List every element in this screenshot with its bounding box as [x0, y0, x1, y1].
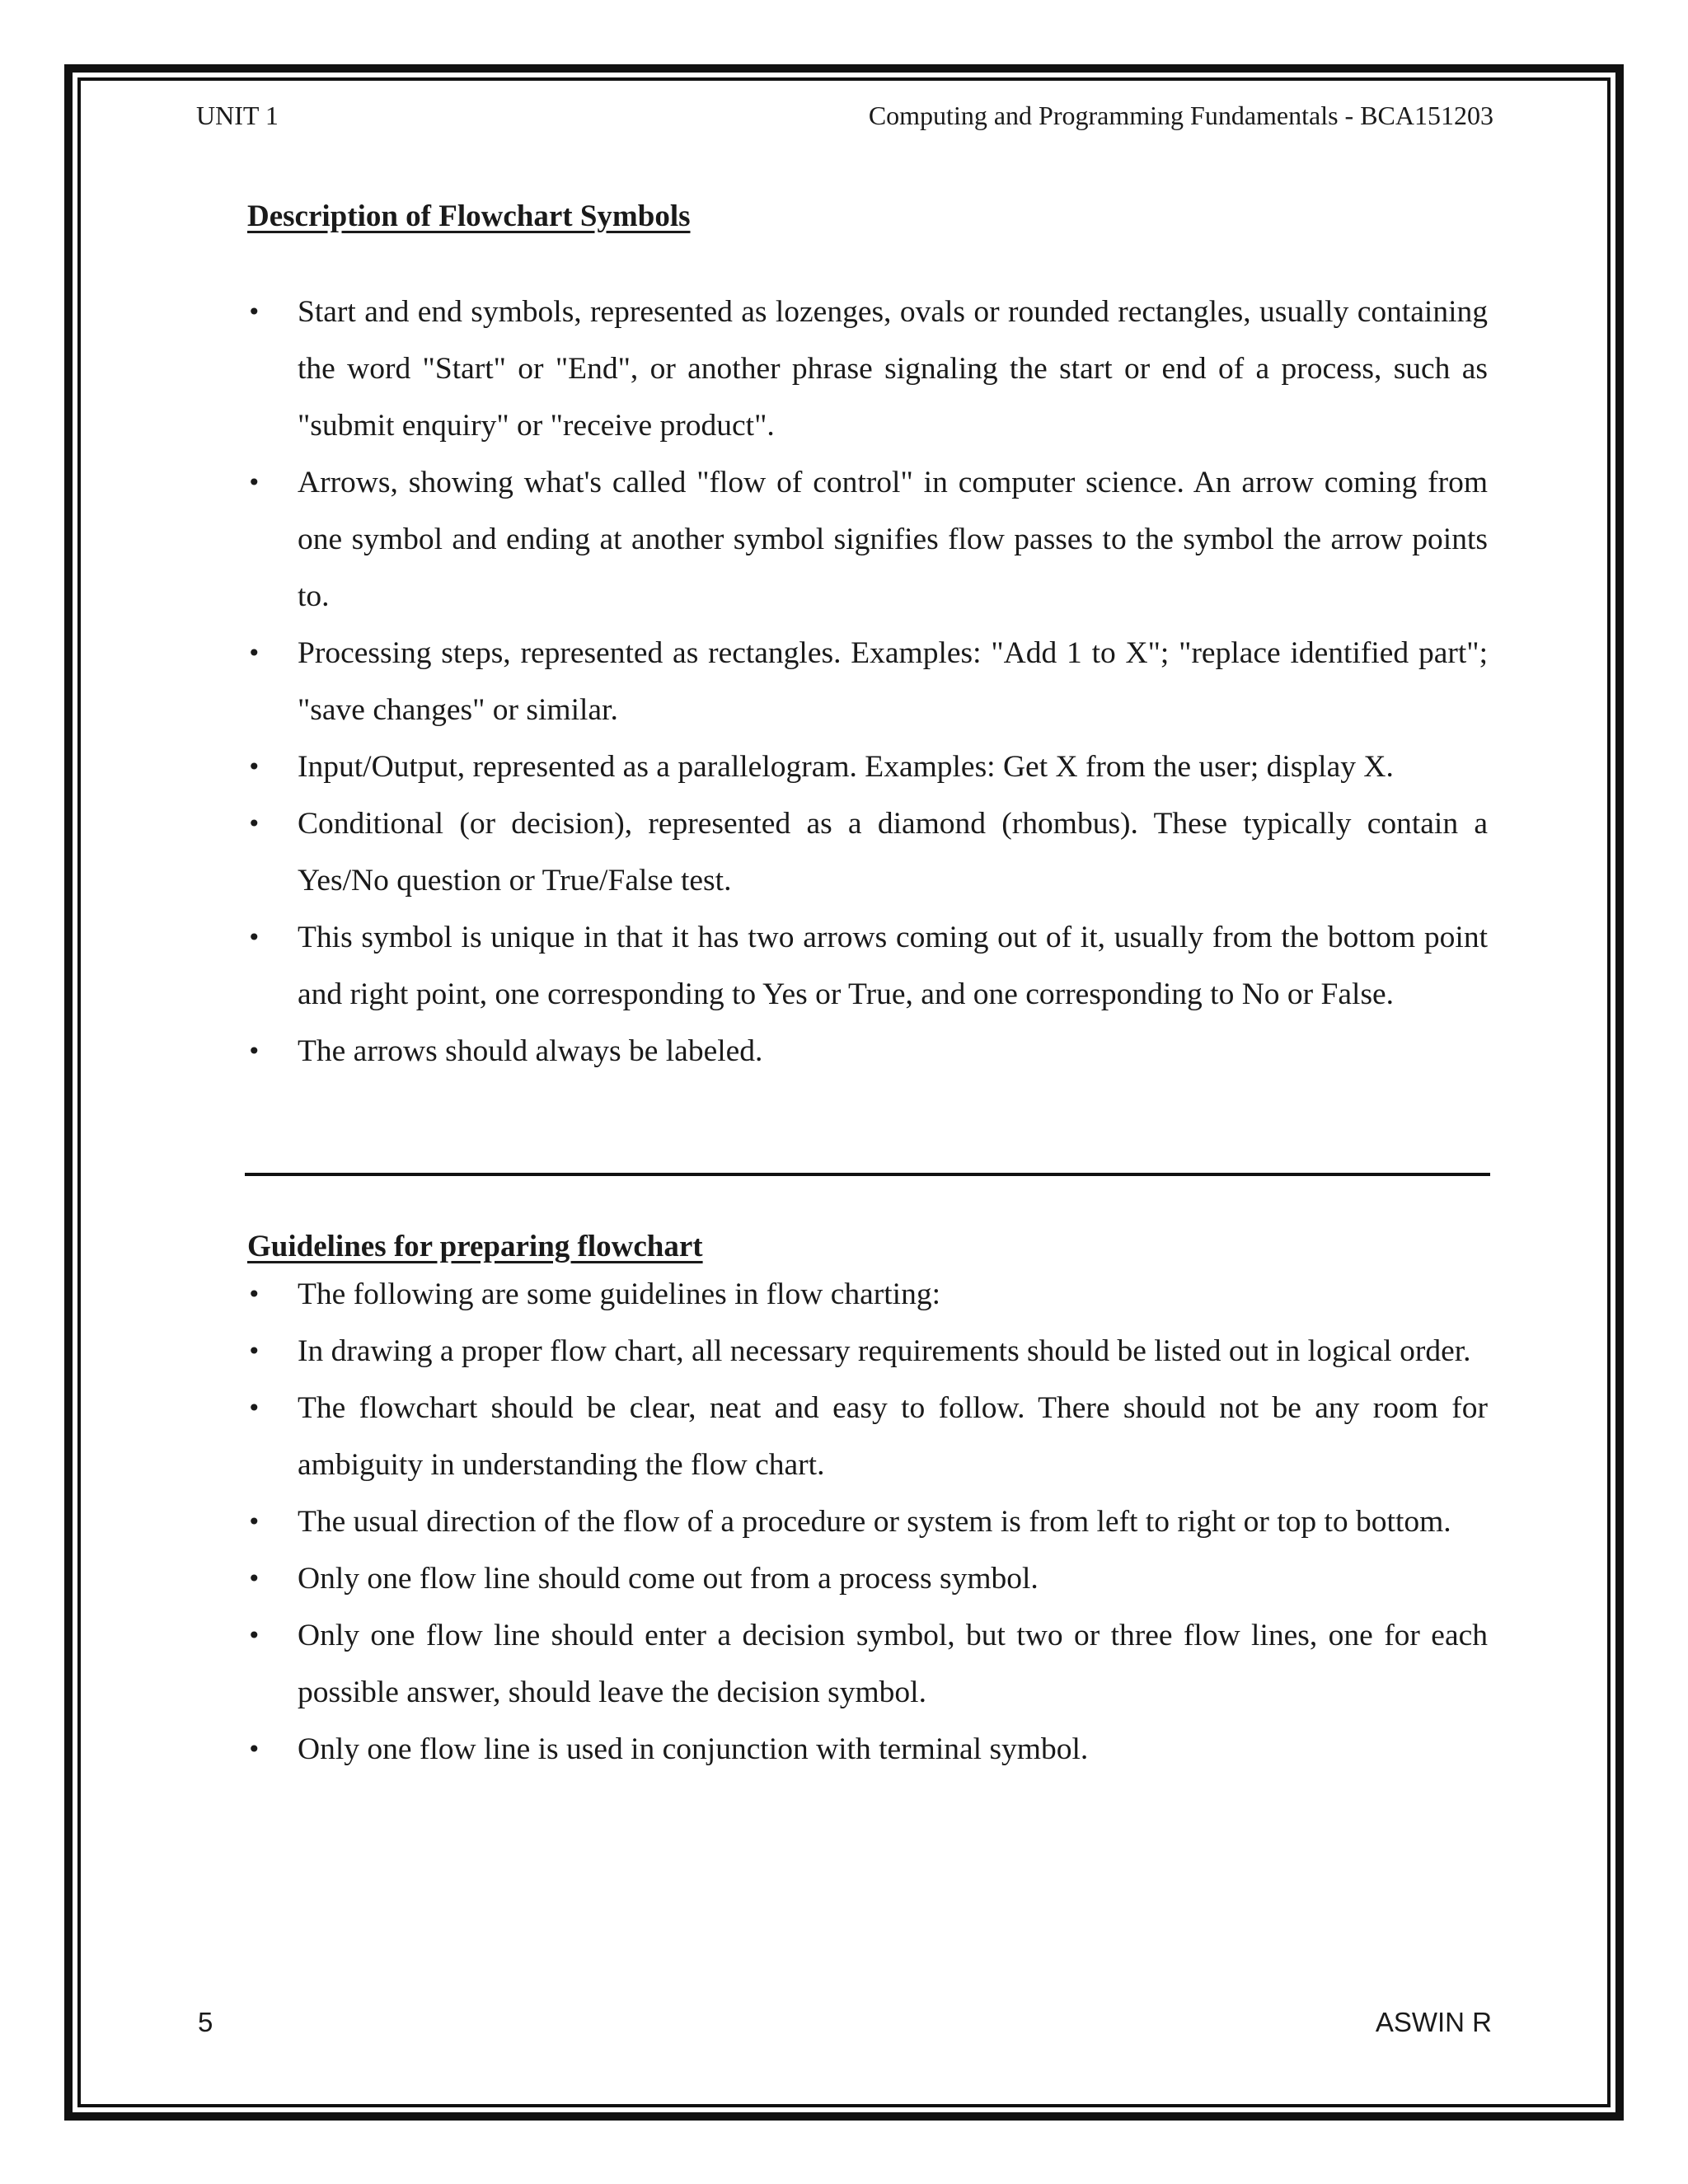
list-item-text: The following are some guidelines in flow charting: [298, 1277, 941, 1311]
page-number: 5 [198, 2007, 213, 2037]
bullet-icon: • [247, 1394, 261, 1422]
section-divider [245, 1173, 1490, 1176]
list-item-text: Start and end symbols, represented as lozenges, ovals or rounded rectangles, usually containing the word "Start" or "End", or another phrase signaling the start or end of a process, such as "submit enquiry" or "receive product". [298, 295, 1488, 443]
list-item [247, 454, 1488, 625]
list-item [247, 1550, 1488, 1607]
bullet-icon: • [247, 924, 261, 951]
list-item-text: This symbol is unique in that it has two arrows coming out of it, usually from the bottom point and right point, one corresponding to Yes or True, and one corresponding to No or False. [298, 921, 1488, 1011]
bullet-icon: • [247, 298, 261, 326]
bullet-icon: • [247, 1038, 261, 1065]
list-item-text: Arrows, showing what's called "flow of control" in computer science. An arrow coming from one symbol and ending at another symbol signifies flow passes to the symbol the arrow points to. [298, 466, 1488, 613]
bullet-icon: • [247, 640, 261, 667]
list-item [247, 909, 1488, 1023]
list-item [247, 1266, 1488, 1323]
section-title-guidelines: Guidelines for preparing flowchart [247, 1230, 703, 1263]
section-flowchart-guidelines [247, 1226, 1488, 1778]
list-item [247, 795, 1488, 909]
bullet-icon: • [247, 1338, 261, 1365]
list-item [247, 1380, 1488, 1493]
list-item-text: Only one flow line should enter a decision symbol, but two or three flow lines, one for each possible answer, should leave the decision symbol. [298, 1619, 1488, 1709]
list-item-text: Input/Output, represented as a parallelogram. Examples: Get X from the user; display X. [298, 750, 1394, 784]
bullet-icon: • [247, 753, 261, 780]
bullet-icon: • [247, 810, 261, 837]
list-item [247, 1607, 1488, 1721]
list-item-text: The usual direction of the flow of a procedure or system is from left to right or top to bottom. [298, 1505, 1451, 1539]
section-title-symbols: Description of Flowchart Symbols [247, 199, 691, 233]
section-flowchart-symbols [247, 196, 1488, 1080]
bullet-icon: • [247, 1565, 261, 1592]
bullet-icon: • [247, 469, 261, 496]
list-item [247, 738, 1488, 795]
bullet-icon: • [247, 1508, 261, 1535]
bullet-icon: • [247, 1622, 261, 1649]
guidelines-bullet-list [247, 1266, 1488, 1778]
list-item [247, 1023, 1488, 1080]
list-item [247, 625, 1488, 738]
list-item-text: The arrows should always be labeled. [298, 1034, 763, 1068]
list-item-text: Conditional (or decision), represented as a diamond (rhombus). These typically contain a Yes/No question or True/False test. [298, 807, 1488, 898]
symbols-bullet-list [247, 284, 1488, 1080]
list-item-text: The flowchart should be clear, neat and easy to follow. There should not be any room for ambiguity in understanding the flow chart. [298, 1391, 1488, 1482]
list-item-text: In drawing a proper flow chart, all necessary requirements should be listed out in logical order. [298, 1334, 1471, 1368]
list-item [247, 1323, 1488, 1380]
list-item [247, 1493, 1488, 1550]
header-unit: UNIT 1 [196, 101, 279, 130]
footer-author: ASWIN R [1375, 2007, 1492, 2037]
page-footer [198, 2004, 1492, 2041]
list-item-text: Only one flow line should come out from a process symbol. [298, 1562, 1039, 1596]
page-header [196, 97, 1493, 134]
header-course-title: Computing and Programming Fundamentals - BCA151203 [868, 101, 1493, 130]
bullet-icon: • [247, 1281, 261, 1308]
list-item [247, 1721, 1488, 1778]
list-item [247, 284, 1488, 454]
bullet-icon: • [247, 1736, 261, 1763]
list-item-text: Processing steps, represented as rectangles. Examples: "Add 1 to X"; "replace identified part"; "save changes" or similar. [298, 636, 1488, 727]
list-item-text: Only one flow line is used in conjunction with terminal symbol. [298, 1732, 1089, 1766]
